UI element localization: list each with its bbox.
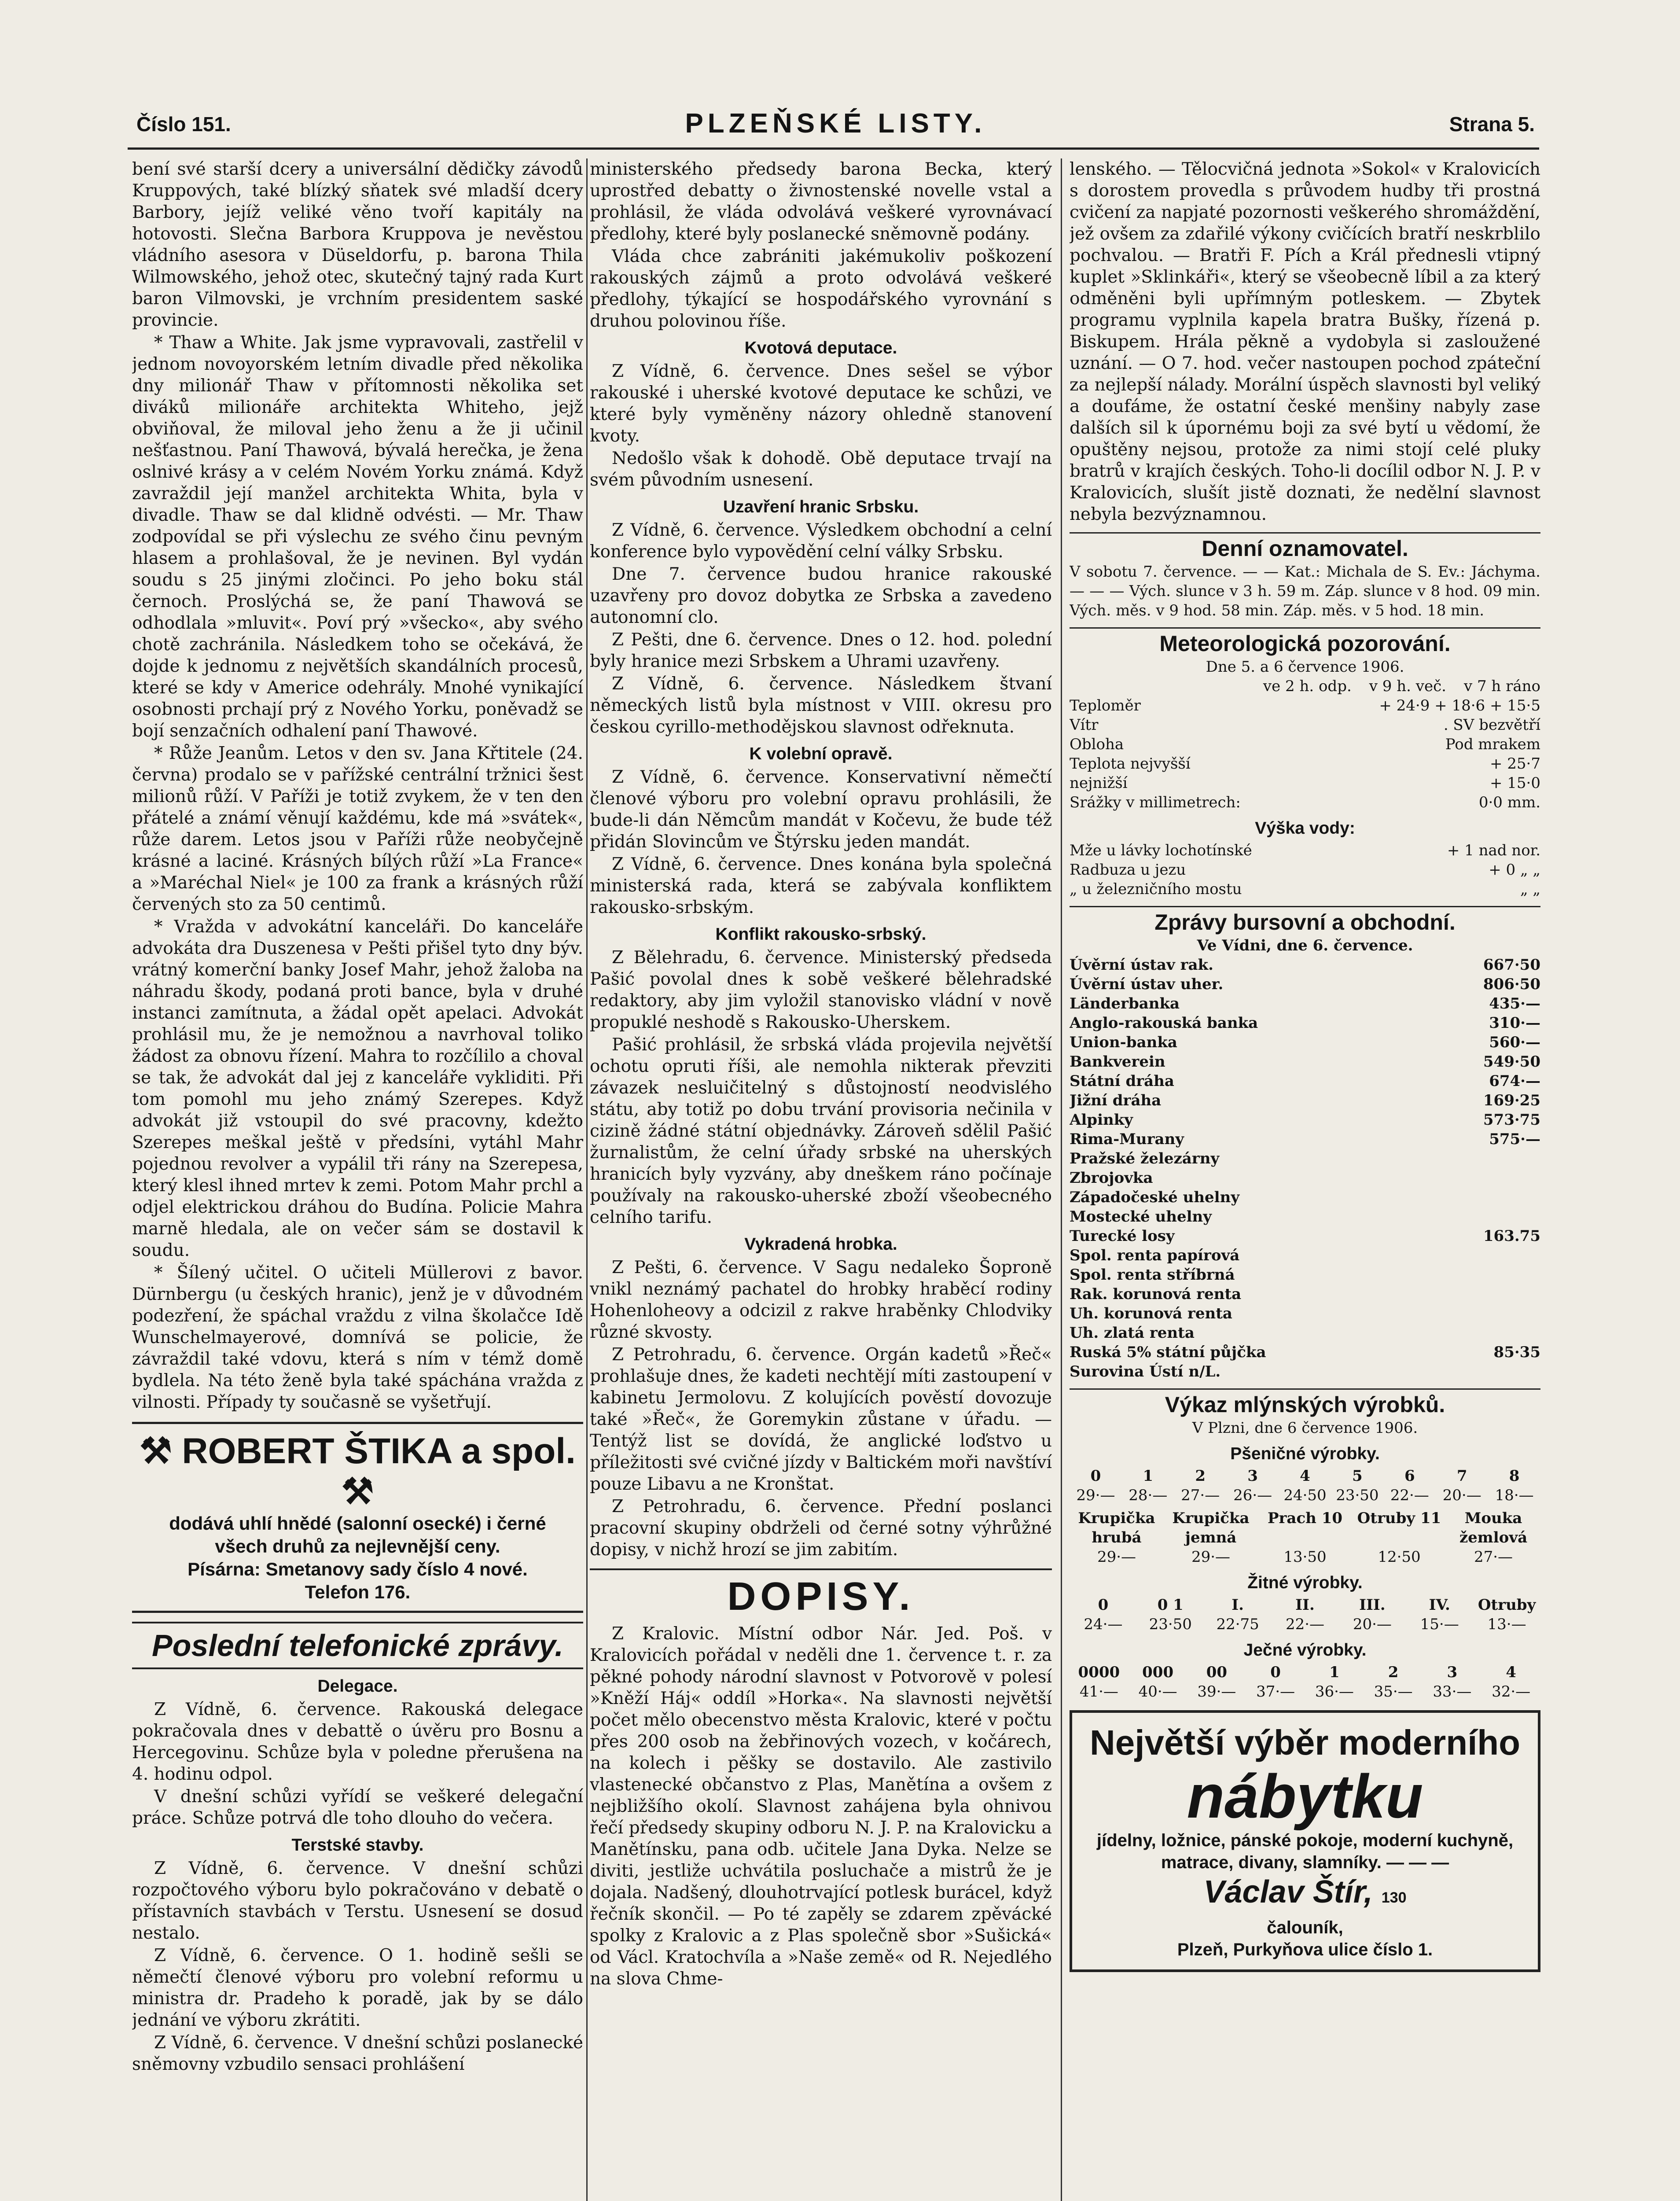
stock-name: Jižní dráha: [1070, 1092, 1162, 1109]
meteo-row: [1070, 735, 1540, 754]
stock-price: 667·50: [1483, 956, 1540, 974]
wheat-price: 29·—: [1076, 1487, 1115, 1504]
subheading: Pšeničné výrobky.: [1230, 1444, 1380, 1463]
stock-price: 169·25: [1483, 1092, 1540, 1109]
column-2: [590, 158, 1052, 2201]
stock-price: 806·50: [1483, 975, 1540, 993]
barley-header: 0: [1270, 1664, 1281, 1681]
article-paragraph: Dne 7. července budou hranice rakouské uzavřeny pro dovoz dobytka ze Srbska a zavedeno autonomní clo.: [590, 564, 1052, 627]
stock-name: Zbrojovka: [1070, 1169, 1153, 1187]
stock-price: 674·—: [1489, 1072, 1540, 1090]
meteo-label: Teploměr: [1070, 697, 1141, 714]
water-value: „ „: [1520, 880, 1540, 898]
stock-price: 85·35: [1493, 1343, 1540, 1361]
barley-price: 32·—: [1492, 1683, 1531, 1700]
wheat-price: 22·—: [1390, 1487, 1429, 1504]
groats-header: Krupička jemná: [1172, 1509, 1250, 1546]
barley-price: 33·—: [1433, 1683, 1472, 1700]
groats-table: [1070, 1509, 1540, 1567]
barley-table: [1070, 1663, 1540, 1701]
stock-price: 163.75: [1483, 1227, 1540, 1245]
stock-row: [1070, 975, 1540, 994]
ad-description: jídelny, ložnice, pánské pokoje, moderní kuchyně, matrace, divany, slamníky. — — —: [1096, 1831, 1514, 1872]
article-paragraph: Z Vídně, 6. července. Následkem štvaní německých listů byla místnost v VIII. okresu pro českou cyrillo-methodějskou slavnost odřeknuta.: [590, 674, 1052, 737]
stock-name: Uh. zlatá renta: [1070, 1324, 1195, 1342]
rye-header: IV.: [1429, 1596, 1450, 1614]
section-title-bursa: Zprávy bursovní a obchodní.: [1070, 906, 1540, 933]
subheading: Vykradená hrobka.: [744, 1235, 897, 1254]
article-paragraph: Z Vídně, 6. července. V dnešní schůzi poslanecké sněmovny vzbudilo sensaci prohlášení: [132, 2033, 583, 2074]
groats-header: Krupička hrubá: [1078, 1509, 1155, 1546]
ad-name: Václav Štír, 130: [1203, 1874, 1407, 1910]
subheading: Výška vody:: [1255, 819, 1355, 838]
wheat-header: 0: [1090, 1467, 1101, 1485]
meteo-value: 0·0 mm.: [1478, 794, 1540, 811]
stock-row: [1070, 1188, 1540, 1207]
subheading: Žitné výrobky.: [1247, 1573, 1363, 1592]
stock-price: 310·—: [1489, 1014, 1540, 1032]
header-rule: [128, 147, 1539, 150]
rye-header: 0 1: [1157, 1596, 1184, 1614]
article-paragraph: V dnešní schůzi vyřídí se veškeré delegační práce. Schůze potrvá dle toho dlouho do večera.: [132, 1787, 583, 1828]
stock-name: Anglo-rakouská banka: [1070, 1014, 1258, 1032]
stock-price: 435·—: [1489, 995, 1540, 1012]
wheat-header: 3: [1247, 1467, 1258, 1485]
article-ruze: * Růže Jeanům. Letos v den sv. Jana Křtitele (24. června) prodalo se v pařížské centrální tržnici šest milionů růží. V Paříži je totiž zvykem, že v ten den přátelé a známí věnují každému, kde má »svátek«, růže darem. Letos jsou v Paříži růže neobyčejně krásné a laciné. Krásných bílých růží »La France« a »Maréchal Niel« je 100 za frank a krásných růží červených sto za 50 centimů.: [132, 743, 583, 914]
stock-row: [1070, 1207, 1540, 1226]
wheat-price: 27·—: [1181, 1487, 1220, 1504]
barley-header: 000: [1142, 1664, 1174, 1681]
stock-row: [1070, 994, 1540, 1013]
ad-line: všech druhů za nejlevnější ceny.: [215, 1536, 500, 1557]
stock-row: [1070, 1033, 1540, 1052]
subheading: Terstské stavby.: [291, 1836, 424, 1855]
groats-price: 12·50: [1378, 1548, 1421, 1566]
rye-price: 23·50: [1149, 1616, 1192, 1633]
meteo-label: Obloha: [1070, 736, 1124, 753]
stock-name: Mostecké uhelny: [1070, 1208, 1212, 1226]
water-label: Radbuza u jezu: [1070, 861, 1186, 879]
meteo-value: + 15·0: [1490, 774, 1540, 792]
stock-name: Turecké losy: [1070, 1227, 1175, 1245]
meteo-value: + 25·7: [1490, 755, 1540, 773]
article-paragraph: Pašić prohlásil, že srbská vláda projevila největší ochotu opruti říši, ale nemohla nikterak převziti závazek nesluičitelný s důstojností neodvislého státu, aby totiž po dobu trvání provisoria nečinila v cizině žádné státní objednávky. Zároveň sdělil Pašić žurnalistům, že celní úřady srbské na uherských hranicích byly vyzvány, aby dneškem ráno počínaje používaly na rakousko-uherské zboží všeobecného celního tarifu.: [590, 1035, 1052, 1227]
meteo-header: ve 2 h. odp. v 9 h. več. v 7 h ráno: [1263, 677, 1540, 695]
stock-row: [1070, 1323, 1540, 1343]
section-title-meteo: Meteorologická pozorování.: [1070, 627, 1540, 655]
meteo-row: [1070, 793, 1540, 812]
column-divider: [1061, 158, 1062, 2201]
article-paragraph: Z Vídně, 6. července. Rakouská delegace pokračovala dnes v debattě o úvěru pro Bosnu a Hercegovinu. Schůze byla v poledne přerušena na 4. hodinu odpol.: [132, 1700, 583, 1784]
barley-price: 40·—: [1138, 1683, 1177, 1700]
wheat-price: 24·50: [1283, 1487, 1327, 1504]
column-3: [1070, 158, 1540, 2201]
article-paragraph: Vláda chce zabrániti jakémukoliv poškození rakouských zájmů a proto odvolává veškeré předlohy, týkající se hospodářského vyrovnání s druhou polovinou říše.: [590, 247, 1052, 331]
subheading: Ječné výrobky.: [1243, 1641, 1367, 1660]
rye-header: II.: [1295, 1596, 1315, 1614]
stock-price: 549·50: [1483, 1053, 1540, 1071]
barley-price: 37·—: [1256, 1683, 1295, 1700]
wheat-table: [1070, 1466, 1540, 1505]
rye-price: 24·—: [1084, 1616, 1123, 1633]
water-label: Mže u lávky lochotínské: [1070, 842, 1252, 859]
barley-header: 4: [1506, 1664, 1516, 1681]
bursa-subtitle: Ve Vídni, dne 6. července.: [1197, 937, 1413, 954]
meteo-date: Dne 5. a 6 července 1906.: [1206, 658, 1404, 676]
stock-name: Státní dráha: [1070, 1072, 1174, 1090]
stock-name: Západočeské uhelny: [1070, 1189, 1240, 1206]
hammer-pick-icon: ⚒: [140, 1431, 182, 1471]
article-paragraph: Z Pešti, 6. července. V Sagu nedaleko Šoproně vnikl neznámý pachatel do hrobky hraběcí rodiny Hohenloheovy a odcizil z rakve hraběnky Chlodviky různé skvosty.: [590, 1258, 1052, 1342]
rye-price: 20·—: [1353, 1616, 1392, 1633]
page-header: [136, 108, 1535, 143]
meteo-label: Srážky v millimetrech:: [1070, 794, 1241, 811]
water-row: [1070, 860, 1540, 880]
article-paragraph: Z Vídně, 6. července. O 1. hodině sešli se němečtí členové výboru pro volební reformu u ministra dr. Pradeho k poradě, jak by se dálo jednání ve výboru zkrátiti.: [132, 1946, 583, 2030]
subheading: K volební opravě.: [749, 744, 893, 763]
article-paragraph: Z Pešti, dne 6. července. Dnes o 12. hod. polední byly hranice mezi Srbskem a Uhrami uzavřeny.: [590, 630, 1052, 671]
rye-price: 22·75: [1216, 1616, 1259, 1633]
groats-header: Prach 10: [1267, 1509, 1343, 1527]
meteo-value: + 24·9 + 18·6 + 15·5: [1379, 697, 1540, 714]
article-paragraph: Z Vídně, 6. července. Výsledkem obchodní a celní konference bylo vypovědění celní války Srbsku.: [590, 520, 1052, 562]
masthead-title: PLZEŇSKÉ LISTY.: [685, 108, 986, 139]
stock-name: Surovina Ústí n/L.: [1070, 1363, 1221, 1380]
meteo-row: [1070, 754, 1540, 773]
section-title-mlyn: Výkaz mlýnských výrobků.: [1070, 1388, 1540, 1416]
stock-name: Rak. korunová renta: [1070, 1285, 1242, 1303]
wheat-header: 6: [1404, 1467, 1415, 1485]
article-paragraph: Z Vídně, 6. července. Dnes sešel se výbor rakouské i uherské kvotové deputace ke schůzi, ve které byly vyměněny názory ohledně stanovení kvoty.: [590, 361, 1052, 446]
stock-name: Uh. korunová renta: [1070, 1305, 1232, 1322]
mlyn-subtitle: V Plzni, dne 6 července 1906.: [1192, 1419, 1418, 1437]
stock-row: [1070, 1091, 1540, 1110]
subheading: Delegace.: [317, 1677, 398, 1696]
water-row: [1070, 880, 1540, 899]
ad-line: dodává uhlí hnědé (salonní osecké) i černé: [169, 1513, 546, 1534]
stock-row: [1070, 1110, 1540, 1130]
meteo-row: [1070, 696, 1540, 715]
wheat-header: 4: [1300, 1467, 1310, 1485]
stock-row: [1070, 1168, 1540, 1188]
water-value: + 1 nad nor.: [1447, 842, 1540, 859]
stock-row: [1070, 955, 1540, 975]
column-divider: [586, 158, 588, 2201]
ad-line: Písárna: Smetanovy sady číslo 4 nové.: [187, 1559, 528, 1579]
barley-header: 3: [1447, 1664, 1458, 1681]
stock-row: [1070, 1149, 1540, 1168]
wheat-header: 8: [1509, 1467, 1520, 1485]
stock-name: Bankverein: [1070, 1053, 1165, 1071]
rye-table: [1070, 1595, 1540, 1634]
article-ucitel: * Šílený učitel. O učiteli Müllerovi z bavor. Dürnbergu (u českých hranic), jenž je v důvodném podezření, že spáchal vraždu z vilna školačce Idě Wunschelmayerové, domnívá se policie, že závraždil také vdovu, která s ním v témž domě bydlela. Na této ženě byla také spáchána vražda z vilnosti. Případy ty současně se vyšetřují.: [132, 1263, 583, 1412]
stock-name: Rima-Murany: [1070, 1130, 1184, 1148]
ad-big-word: nábytku: [1187, 1762, 1423, 1831]
article-paragraph: Z Petrohradu, 6. července. Přední poslanci pracovní skupiny obdrželi od černé sotny výhrůžné dopisy, v nichž hrozí se jim zabitím.: [590, 1497, 1052, 1560]
barley-header: 00: [1206, 1664, 1228, 1681]
stock-row: [1070, 1343, 1540, 1362]
barley-price: 39·—: [1197, 1683, 1236, 1700]
wheat-header: 7: [1456, 1467, 1467, 1485]
ad-profession: čalouník,: [1267, 1918, 1343, 1937]
ad-line: Telefon 176.: [305, 1582, 411, 1602]
groats-price: 27·—: [1474, 1548, 1513, 1566]
groats-price: 29·—: [1097, 1548, 1136, 1566]
wheat-price: 18·—: [1495, 1487, 1534, 1504]
water-value: + 0 „ „: [1489, 861, 1540, 879]
subheading: Kvotová deputace.: [744, 339, 897, 357]
wheat-header: 5: [1352, 1467, 1363, 1485]
meteo-label: Teplota nejvyšší: [1070, 755, 1191, 773]
subheading: Konflikt rakousko-srbský.: [715, 925, 926, 944]
stock-row: [1070, 1071, 1540, 1091]
article-paragraph: Nedošlo však k dohodě. Obě deputace trvají na svém původním usnesení.: [590, 449, 1052, 490]
stock-name: Úvěrní ústav uher.: [1070, 975, 1224, 993]
stock-row: [1070, 1265, 1540, 1285]
ad-headline: Největší výběr moderního: [1089, 1723, 1521, 1762]
rye-price: 13·—: [1487, 1616, 1526, 1633]
stock-name: Spol. renta stříbrná: [1070, 1266, 1235, 1284]
article-paragraph: Z Vídně, 6. července. Dnes konána byla společná ministerská rada, která se zabývala konfliktem rakousko-srbským.: [590, 854, 1052, 917]
meteo-label: Vítr: [1070, 716, 1099, 734]
stock-name: Alpinky: [1070, 1111, 1133, 1129]
stock-name: Länderbanka: [1070, 995, 1180, 1012]
wheat-price: 20·—: [1442, 1487, 1481, 1504]
stock-row: [1070, 1285, 1540, 1304]
groats-price: 29·—: [1191, 1548, 1231, 1566]
meteo-table: [1070, 696, 1540, 812]
rye-header: Otruby: [1478, 1596, 1536, 1614]
rye-header: III.: [1359, 1596, 1386, 1614]
section-title-telefonicke: Poslední telefonické zprávy.: [132, 1622, 583, 1669]
water-level-table: [1070, 841, 1540, 899]
article-paragraph: Z Kralovic. Místní odbor Nár. Jed. Poš. v Kralovicích pořádal v neděli dne 1. července t. r. za pěkné pohody národní slavnost v Potvorově v polesí »Kněží Háj« oddíl »Horka«. Na slavnosti největší počet mělo obecenstvo města Kralovic, které v počtu přes 200 osob na žebřinových vozech, v kočárech, na kolech i pěšky se dostavilo. Ale zastivilo vlastenecké občanstvo z Plas, Manětína a ovšem z nejbližšího okolí. Slavnost zahájena byla ohnivou řečí předsedy skupiny odboru N. J. P. na Kralovicku a Manětínsku, pana odb. učitele Jana Dyka. Nelze se diviti, jestliže uchvátila posluchače a mistrů že je dojala. Nadšený, dlouhotrvající potlesk burácel, když řečník skončil. — Po té zapěly se zdarem zpěvácké spolky z Kralovic a z Plas společně sbor »Sušická« od Václ. Kratochvíla a »Naše země« od R. Nejedlého na slova Chme-: [590, 1624, 1052, 1989]
wheat-price: 23·50: [1336, 1487, 1379, 1504]
article-paragraph: Z Vídně, 6. července. Konservativní němečtí členové výboru pro volební opravu prohlásili, že bude-li dán Němcům mandát v Kočevu, že bude též přidán Slovincům ve Štýrsku jeden mandát.: [590, 767, 1052, 852]
stock-name: Ruská 5% státní půjčka: [1070, 1343, 1266, 1361]
advertisement-nabytek: [1070, 1710, 1540, 1972]
advertisement-stika: [132, 1422, 583, 1613]
ad-address: Plzeň, Purkyňova ulice číslo 1.: [1177, 1940, 1433, 1959]
subheading: Uzavření hranic Srbsku.: [723, 497, 919, 516]
stock-row: [1070, 1246, 1540, 1265]
barley-price: 35·—: [1374, 1683, 1413, 1700]
ad-title: ⚒ ROBERT ŠTIKA a spol. ⚒: [140, 1431, 576, 1512]
stock-table: [1070, 955, 1540, 1381]
stock-name: Úvěrní ústav rak.: [1070, 956, 1213, 974]
article-paragraph: Z Vídně, 6. července. V dnešní schůzi rozpočtového výboru bylo pokračováno v debatě o přístavních stavbách v Terstu. Usnesení se dosud nestalo.: [132, 1859, 583, 1943]
groats-header: Otruby 11: [1357, 1509, 1441, 1527]
article-paragraph: ministerského předsedy barona Becka, který uprostřed debatty o živnostenské novelle vstal a prohlásil, že vláda odvolává veškeré vyrovnávací předlohy, které byly poslanecké sněmovně podány.: [590, 159, 1052, 244]
stock-row: [1070, 1013, 1540, 1033]
stock-row: [1070, 1130, 1540, 1149]
stock-row: [1070, 1362, 1540, 1381]
section-title-dopisy: DOPISY.: [590, 1568, 1052, 1619]
stock-row: [1070, 1304, 1540, 1323]
rye-price: 15·—: [1420, 1616, 1459, 1633]
stock-price: 573·75: [1483, 1111, 1540, 1129]
meteo-value: . SV bezvětří: [1443, 716, 1540, 734]
article-paragraph: Z Bělehradu, 6. července. Ministerský předseda Pašić povolal dnes k sobě veškeré bělehradské redaktory, aby jim vyložil stanovisko vládní v nově propuklé neshodě s Rakousko-Uherskem.: [590, 948, 1052, 1032]
barley-price: 36·—: [1315, 1683, 1354, 1700]
article-paragraph: bení své starší dcery a universální dědičky závodů Kruppových, také blízký sňatek své mladší dcery Barbory, jejíž veliké věno tvoří kapitály na hotovosti. Slečna Barbora Kruppova je nevěstou vládního asesora v Düseldorfu, p. barona Thila Wilmowského, jehož otec, skutečný tajný rada Kurt baron Vilmovski, je vrchním presidentem saské provincie.: [132, 159, 583, 330]
barley-header: 0000: [1078, 1664, 1120, 1681]
rye-price: 22·—: [1285, 1616, 1325, 1633]
barley-header: 1: [1329, 1664, 1340, 1681]
stock-row: [1070, 1052, 1540, 1071]
article-vrazda: * Vražda v advokátní kanceláři. Do kanceláře advokáta dra Duszenesa v Pešti přišel tyto dny býv. vrátný komerční banky Josef Mahr, jehož žaloba na náhradu škody, podaná proti bance, byla v druhé instanci zamítnuta, a žádal opět apelaci. Advokát prohlásil mu, že je nemožnou a navrhoval toliko žádost za obnovu řízení. Mahra to rozčílilo a choval se tak, že advokát dal jej z kanceláře vykliditi. Při tom pomohl mu jeho známý Szerepes. Když advokát již vstoupil do své pracovny, kdežto Szerepes meškal ještě v předsíni, vytáhl Mahr pojednou revolver a vypálil tři rány na Szerepesa, který klesl ihned mrtev k zemi. Potom Mahr prchl a odjel elektrickou dráhou do Budína. Policie Mahra marně hledala, ale on večer sám se dostavil k soudu.: [132, 917, 583, 1260]
stock-row: [1070, 1226, 1540, 1246]
section-title-oznamovatel: Denní oznamovatel.: [1070, 532, 1540, 559]
groats-header: Mouka žemlová: [1459, 1509, 1528, 1546]
stock-name: Spol. renta papírová: [1070, 1247, 1240, 1264]
wheat-header: 1: [1143, 1467, 1154, 1485]
rye-header: I.: [1232, 1596, 1244, 1614]
wheat-price: 26·—: [1233, 1487, 1272, 1504]
stock-name: Pražské železárny: [1070, 1150, 1220, 1167]
meteo-label: nejnižší: [1070, 774, 1128, 792]
article-paragraph: lenského. — Tělocvičná jednota »Sokol« v Kralovicích s dorostem provedla s průvodem hudby tři prostná cvičení za napjaté pozornosti veškerého shromáždění, jež ovšem za zdařilé výkony cvičících bratří neskrblilo pochvalou. — Bratři F. Pích a Král přednesli vtipný kuplet »Sklinkáři«, který se všeobecně líbil a za který odměněni byli upřímným potleskem. — Zbytek programu vyplnila kapela bratra Bušky, řízená p. Biskupem. Hrála pěkně a vydobyla si zasloužené uznání. — O 7. hod. večer nastoupen pochod zpáteční za nejlepší nálady. Morální úspěch slavnosti byl veliký a doufáme, že ostatní české menšiny nabyly zase dalších sil k úpornému boji za své bytí u vědomí, že opuštěny nejsou, protože za nimi stojí celé pluky bratrů v krajích českých. Toho-li docílil odbor N. J. P. v Kralovicích, slušít jistě doznati, že nedělní slavnost nebyla bezvýznamnou.: [1070, 159, 1540, 524]
groats-price: 13·50: [1283, 1548, 1327, 1566]
meteo-row: [1070, 715, 1540, 735]
article-thaw-white: * Thaw a White. Jak jsme vypravovali, zastřelil v jednom novoyorském letním divadle před několika dny milionář Thaw v přítomnosti několika set diváků milionáře architekta Whiteho, jejž obviňoval, že miloval jeho ženu a že ji učinil nešťastnou. Paní Thawová, bývalá herečka, je žena oslnivé krásy a v celém Novém Yorku známá. Když zavraždil její manžel architekta Whita, byla v divadle. Thaw se dal klidně odvésti. — Mr. Thaw zodpovídal se při výslechu ze svého činu pevným hlasem a prohlašoval, že je nevinen. Byl vydán soudu s 25 jinými zločinci. Po jeho boku stál černoch. Proslýchá se, že paní Thawová se odhodlala »mluvit«. Poví prý »všecko«, aby svého chotě zachránila. Následkem toho se očekává, že dojde k jednomu z největších skandálních procesů, které se kdy v Americe odehrály. Mnohé vynikající osobnosti prchají prý z Nového Yorku, poněvadž se bojí senzačních odhalení paní Thawové.: [132, 333, 583, 741]
article-paragraph: Z Petrohradu, 6. července. Orgán kadetů »Řeč« prohlašuje dnes, že kadeti nechtějí míti zastoupení v kabinetu Jermolovu. Z kolujících pověstí dovozuje také »Řeč«, že Goremykin zůstane v úřadu. — Tentýž list se dovídá, že anglické loďstvo u příležitosti své cvičné jízdy v Baltickém moři navštíví pouze Libavu a ne Kronštat.: [590, 1345, 1052, 1494]
rye-header: 0: [1098, 1596, 1109, 1614]
stock-name: Union-banka: [1070, 1034, 1177, 1051]
barley-price: 41·—: [1079, 1683, 1118, 1700]
calendar-info: V sobotu 7. července. — — Kat.: Michala de S. Ev.: Jáchyma. — — — Vých. slunce v 3 h. 59 m. Záp. slunce v 8 hod. 09 min. Vých. měs. v 9 hod. 58 min. Záp. měs. v 5 hod. 18 min.: [1070, 563, 1540, 619]
column-1: [132, 158, 583, 2201]
wheat-header: 2: [1195, 1467, 1206, 1485]
barley-header: 2: [1388, 1664, 1399, 1681]
meteo-row: [1070, 773, 1540, 793]
water-label: „ u železničního mostu: [1070, 880, 1242, 898]
stock-price: 560·—: [1489, 1034, 1540, 1051]
page-number: Strana 5.: [1449, 113, 1535, 136]
issue-number: Číslo 151.: [136, 113, 231, 136]
hammer-pick-icon: ⚒: [341, 1472, 374, 1512]
wheat-price: 28·—: [1129, 1487, 1168, 1504]
meteo-value: Pod mrakem: [1445, 736, 1540, 753]
water-row: [1070, 841, 1540, 860]
stock-price: 575·—: [1489, 1130, 1540, 1148]
